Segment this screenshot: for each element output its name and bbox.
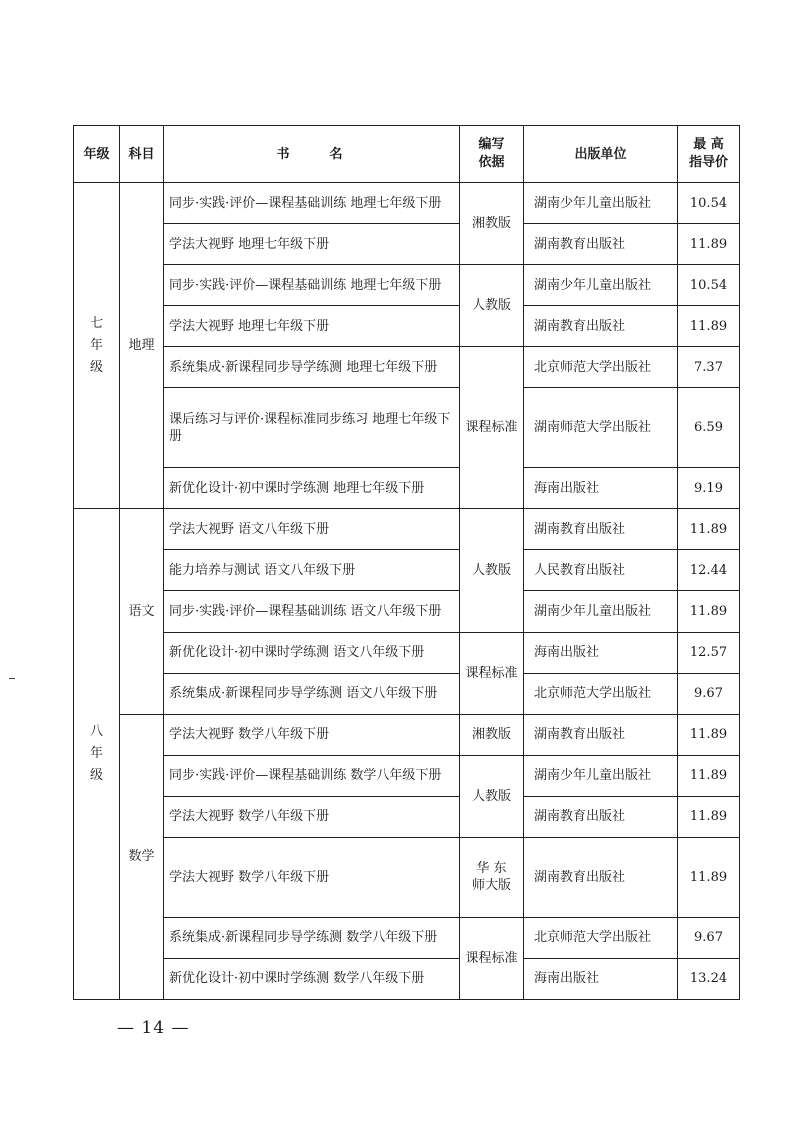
table-row xyxy=(74,917,740,958)
header-basis xyxy=(460,126,524,183)
publisher-cell: 海南出版社 xyxy=(524,958,678,999)
basis-cell: 人教版 xyxy=(460,509,524,632)
price-cell: 11.89 xyxy=(678,714,740,755)
table-row xyxy=(74,550,740,591)
header-price xyxy=(678,126,740,183)
table-row xyxy=(74,468,740,509)
table-row xyxy=(74,632,740,673)
table-row xyxy=(74,509,740,550)
book-title: 同步·实践·评价—课程基础训练 地理七年级下册 xyxy=(164,183,460,224)
book-title: 学法大视野 地理七年级下册 xyxy=(164,306,460,347)
book-title: 学法大视野 数学八年级下册 xyxy=(164,837,460,917)
price-cell: 9.67 xyxy=(678,673,740,714)
publisher-cell: 湖南教育出版社 xyxy=(524,714,678,755)
basis-line: 华 东 xyxy=(476,861,507,877)
publisher-cell: 湖南师范大学出版社 xyxy=(524,388,678,468)
subject-cell-math: 数学 xyxy=(120,714,164,999)
basis-cell: 课程标准 xyxy=(460,917,524,999)
subject-cell-chinese: 语文 xyxy=(120,509,164,714)
margin-mark xyxy=(9,678,15,679)
price-cell: 11.89 xyxy=(678,755,740,796)
table-row xyxy=(74,673,740,714)
publisher-cell: 湖南少年儿童出版社 xyxy=(524,591,678,632)
textbook-price-table xyxy=(73,125,740,1000)
header-subject: 科目 xyxy=(120,126,164,183)
book-title: 课后练习与评价·课程标准同步练习 地理七年级下册 xyxy=(164,388,460,468)
book-title: 同步·实践·评价—课程基础训练 语文八年级下册 xyxy=(164,591,460,632)
basis-cell xyxy=(460,837,524,917)
book-title: 系统集成·新课程同步导学练测 数学八年级下册 xyxy=(164,917,460,958)
price-cell: 10.54 xyxy=(678,265,740,306)
price-cell: 11.89 xyxy=(678,591,740,632)
grade-cell-7 xyxy=(74,183,120,509)
table-row xyxy=(74,837,740,917)
publisher-cell: 湖南教育出版社 xyxy=(524,837,678,917)
publisher-cell: 湖南教育出版社 xyxy=(524,509,678,550)
price-cell: 11.89 xyxy=(678,306,740,347)
price-cell: 11.89 xyxy=(678,509,740,550)
book-title: 系统集成·新课程同步导学练测 语文八年级下册 xyxy=(164,673,460,714)
subject-cell-geography: 地理 xyxy=(120,183,164,509)
book-title: 学法大视野 地理七年级下册 xyxy=(164,224,460,265)
grade-char: 七 xyxy=(89,315,103,331)
textbook-price-table-page xyxy=(73,125,739,1000)
publisher-cell: 湖南少年儿童出版社 xyxy=(524,755,678,796)
book-title: 学法大视野 语文八年级下册 xyxy=(164,509,460,550)
table-row xyxy=(74,183,740,224)
header-basis-line2: 依据 xyxy=(478,155,505,170)
table-row xyxy=(74,347,740,388)
table-row xyxy=(74,755,740,796)
header-publisher: 出版单位 xyxy=(524,126,678,183)
grade-char: 级 xyxy=(89,359,103,375)
price-cell: 7.37 xyxy=(678,347,740,388)
header-title: 书名 xyxy=(164,126,460,183)
book-title: 新优化设计·初中课时学练测 地理七年级下册 xyxy=(164,468,460,509)
basis-cell: 课程标准 xyxy=(460,347,524,509)
table-row xyxy=(74,958,740,999)
header-price-line1: 最 高 xyxy=(693,137,724,152)
book-title: 学法大视野 数学八年级下册 xyxy=(164,796,460,837)
table-row xyxy=(74,714,740,755)
price-cell: 9.67 xyxy=(678,917,740,958)
header-row xyxy=(74,126,740,183)
publisher-cell: 海南出版社 xyxy=(524,468,678,509)
table-row xyxy=(74,796,740,837)
publisher-cell: 湖南教育出版社 xyxy=(524,796,678,837)
publisher-cell: 北京师范大学出版社 xyxy=(524,917,678,958)
price-cell: 11.89 xyxy=(678,224,740,265)
grade-char: 八 xyxy=(89,724,103,740)
price-cell: 6.59 xyxy=(678,388,740,468)
header-basis-line1: 编写 xyxy=(478,137,505,152)
basis-cell: 人教版 xyxy=(460,755,524,837)
price-cell: 9.19 xyxy=(678,468,740,509)
book-title: 系统集成·新课程同步导学练测 地理七年级下册 xyxy=(164,347,460,388)
price-cell: 11.89 xyxy=(678,837,740,917)
header-grade: 年级 xyxy=(74,126,120,183)
table-row xyxy=(74,265,740,306)
publisher-cell: 海南出版社 xyxy=(524,632,678,673)
price-cell: 11.89 xyxy=(678,796,740,837)
book-title: 能力培养与测试 语文八年级下册 xyxy=(164,550,460,591)
basis-cell: 湘教版 xyxy=(460,183,524,265)
publisher-cell: 湖南教育出版社 xyxy=(524,224,678,265)
book-title: 学法大视野 数学八年级下册 xyxy=(164,714,460,755)
grade-cell-8 xyxy=(74,509,120,1000)
price-cell: 13.24 xyxy=(678,958,740,999)
grade-char: 年 xyxy=(89,746,103,762)
book-title: 新优化设计·初中课时学练测 语文八年级下册 xyxy=(164,632,460,673)
publisher-cell: 北京师范大学出版社 xyxy=(524,347,678,388)
table-row xyxy=(74,306,740,347)
table-row xyxy=(74,591,740,632)
book-title: 同步·实践·评价—课程基础训练 地理七年级下册 xyxy=(164,265,460,306)
page-number: — 14 — xyxy=(117,1018,190,1038)
price-cell: 10.54 xyxy=(678,183,740,224)
basis-cell: 湘教版 xyxy=(460,714,524,755)
header-price-line2: 指导价 xyxy=(688,155,728,170)
grade-char: 年 xyxy=(89,337,103,353)
publisher-cell: 湖南教育出版社 xyxy=(524,306,678,347)
basis-line: 师大版 xyxy=(471,878,511,894)
price-cell: 12.44 xyxy=(678,550,740,591)
book-title: 新优化设计·初中课时学练测 数学八年级下册 xyxy=(164,958,460,999)
publisher-cell: 湖南少年儿童出版社 xyxy=(524,183,678,224)
table-row xyxy=(74,224,740,265)
grade-char: 级 xyxy=(89,768,103,784)
publisher-cell: 人民教育出版社 xyxy=(524,550,678,591)
publisher-cell: 湖南少年儿童出版社 xyxy=(524,265,678,306)
basis-cell: 人教版 xyxy=(460,265,524,347)
price-cell: 12.57 xyxy=(678,632,740,673)
publisher-cell: 北京师范大学出版社 xyxy=(524,673,678,714)
basis-cell: 课程标准 xyxy=(460,632,524,714)
table-row xyxy=(74,388,740,468)
book-title: 同步·实践·评价—课程基础训练 数学八年级下册 xyxy=(164,755,460,796)
